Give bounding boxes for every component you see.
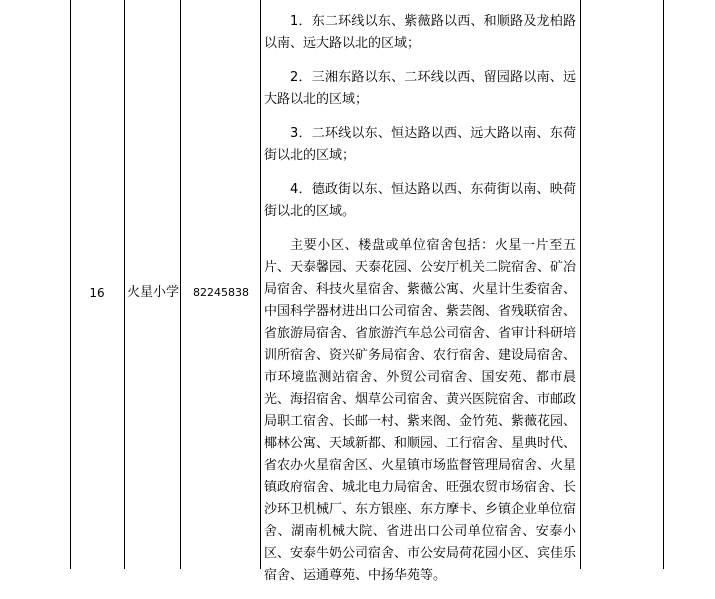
column-divider bbox=[580, 0, 581, 569]
column-divider bbox=[70, 0, 71, 569]
column-divider bbox=[124, 0, 125, 569]
column-divider bbox=[260, 0, 261, 569]
catchment-area-item: 1．东二环线以东、紫薇路以西、和顺路及龙柏路以南、远大路以北的区域； bbox=[264, 14, 576, 51]
communities-list: 主要小区、楼盘或单位宿舍包括：火星一片至五片、天泰馨园、天泰花园、公安厅机关二院宿舍、矿冶局宿舍、科技火星宿舍、紫薇公寓、火星计生委宿舍、中国科学器材进出口公司宿舍、紫芸阁、省残联宿舍、省旅游局宿舍、省旅游汽车总公司宿舍、省审计科研培训所宿舍、资兴矿务局宿舍、农行宿舍、建设局宿舍、市环境监测站宿舍、外贸公司宿舍、国安苑、都市晨光、海招宿舍、烟草公司宿舍、黄兴医院宿舍、市邮政局职工宿舍、长邮一村、紫来阁、金竹苑、紫薇花园、椰林公寓、天域新都、和顺园、工行宿舍、星典时代、省农办火星宿舍区、火星镇市场监督管理局宿舍、火星镇政府宿舍、城北电力局宿舍、旺强农贸市场宿舍、长沙环卫机械厂、东方银座、东方摩卡、乡镇企业单位宿舍、湖南机械大院、省进出口公司单位宿舍、安泰小区、安泰牛奶公司宿舍、市公安局荷花园小区、宾佳乐宿舍、运通尊苑、中扬华苑等。 bbox=[264, 238, 577, 583]
column-divider bbox=[180, 0, 181, 569]
catchment-area-item: 4．德政街以东、恒达路以西、东荷街以南、映荷街以北的区域。 bbox=[264, 182, 576, 219]
catchment-area-item: 3．二环线以东、恒达路以西、远大路以南、东荷街以北的区域； bbox=[264, 126, 576, 163]
phone-number: 82245838 bbox=[193, 286, 249, 299]
row-number: 16 bbox=[89, 286, 105, 300]
school-name: 火星小学 bbox=[127, 285, 180, 300]
catchment-description bbox=[264, 11, 576, 599]
catchment-area-item: 2．三湘东路以东、二环线以西、留园路以南、远大路以北的区域； bbox=[264, 70, 576, 107]
column-divider bbox=[663, 0, 664, 569]
